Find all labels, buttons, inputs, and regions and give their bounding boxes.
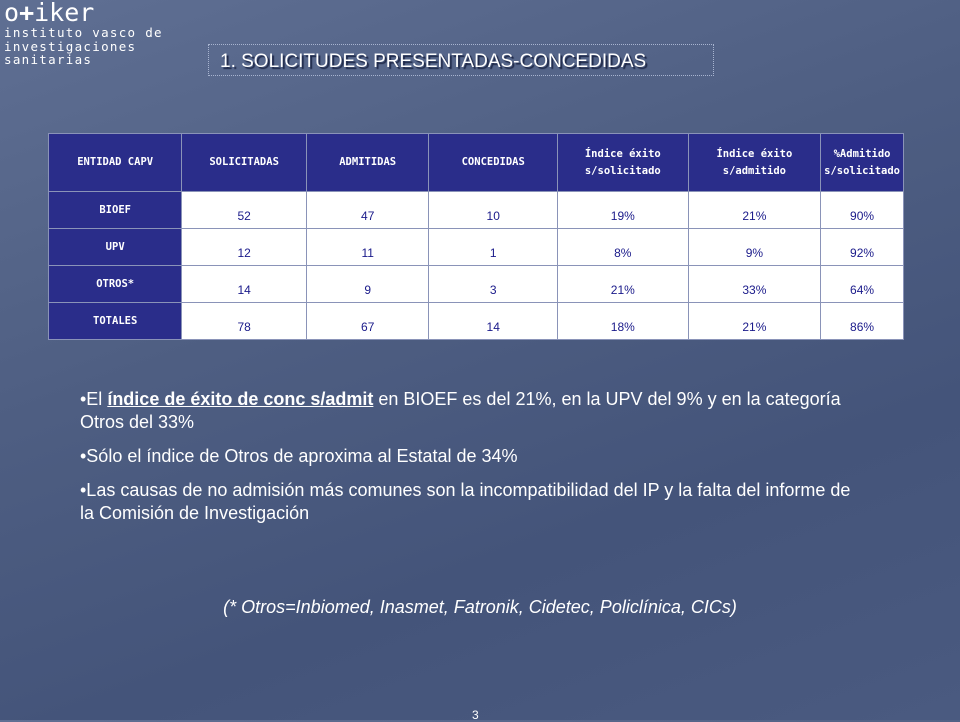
- logo-line-3: sanitarias: [4, 52, 93, 67]
- logo-wordmark: [4, 0, 163, 26]
- cell-solicitadas: 78: [182, 303, 307, 340]
- cell-indice-solicitado: 8%: [557, 229, 688, 266]
- header-entidad: ENTIDAD CAPV: [49, 134, 182, 192]
- cell-admitidas: 67: [306, 303, 429, 340]
- cell-admitido-solicitado: 86%: [821, 303, 904, 340]
- cell-indice-admitido: 9%: [688, 229, 821, 266]
- page-number: 3: [472, 708, 479, 722]
- cell-admitidas: 9: [306, 266, 429, 303]
- header-admitido-solicitado: %Admitido s/solicitado: [821, 134, 904, 192]
- cell-solicitadas: 52: [182, 192, 307, 229]
- cell-concedidas: 1: [429, 229, 558, 266]
- bullet-item-3: •Las causas de no admisión más comunes son la incompatibilidad del IP y la falta del informe de la Comisión de Investigación: [80, 480, 851, 523]
- cell-admitido-solicitado: 92%: [821, 229, 904, 266]
- bullet-1-emphasis: índice de éxito de conc s/admit: [107, 389, 374, 409]
- cell-admitido-solicitado: 64%: [821, 266, 904, 303]
- row-entity: TOTALES: [49, 303, 182, 340]
- row-entity: OTROS*: [49, 266, 182, 303]
- row-entity: BIOEF: [49, 192, 182, 229]
- cell-concedidas: 14: [429, 303, 558, 340]
- oiker-logo: [4, 0, 163, 67]
- cell-concedidas: 3: [429, 266, 558, 303]
- table-row: [49, 266, 904, 303]
- cell-indice-solicitado: 21%: [557, 266, 688, 303]
- table-header-row: [49, 134, 904, 192]
- bullet-1-rest: en BIOEF es del 21%, en la UPV del 9% y en la categoría Otros del 33%: [80, 389, 841, 432]
- cell-solicitadas: 14: [182, 266, 307, 303]
- cell-indice-admitido: 21%: [688, 192, 821, 229]
- header-indice-admitido: Índice éxito s/admitido: [688, 134, 821, 192]
- cell-solicitadas: 12: [182, 229, 307, 266]
- logo-line-2: investigaciones: [4, 38, 137, 54]
- logo-word-o: o: [4, 0, 20, 27]
- cell-admitidas: 47: [306, 192, 429, 229]
- bullet-item-1: [80, 388, 860, 434]
- header-indice-solicitado: Índice éxito s/solicitado: [557, 134, 688, 192]
- footnote: (* Otros=Inbiomed, Inasmet, Fatronik, Cidetec, Policlínica, CICs): [223, 597, 737, 617]
- logo-line-1: instituto vasco de: [4, 25, 163, 40]
- logo-plus: +: [19, 0, 35, 27]
- slide-title: 1. SOLICITUDES PRESENTADAS-CONCEDIDAS: [220, 51, 647, 72]
- slide-title-box: [208, 44, 714, 76]
- header-admitidas: ADMITIDAS: [306, 134, 429, 192]
- cell-indice-admitido: 33%: [688, 266, 821, 303]
- header-solicitadas: SOLICITADAS: [182, 134, 307, 192]
- bullet-1-prefix: •El: [80, 389, 108, 409]
- cell-indice-solicitado: 18%: [557, 303, 688, 340]
- logo-word-iker: iker: [34, 0, 95, 27]
- data-table: [48, 133, 904, 340]
- cell-admitidas: 11: [306, 229, 429, 266]
- bullet-item-2: •Sólo el índice de Otros de aproxima al Estatal de 34%: [80, 446, 518, 466]
- table-row: [49, 229, 904, 266]
- row-entity: UPV: [49, 229, 182, 266]
- header-concedidas: CONCEDIDAS: [429, 134, 558, 192]
- cell-admitido-solicitado: 90%: [821, 192, 904, 229]
- bullet-list: [80, 388, 860, 536]
- table-row-totales: [49, 303, 904, 340]
- cell-indice-solicitado: 19%: [557, 192, 688, 229]
- cell-indice-admitido: 21%: [688, 303, 821, 340]
- cell-concedidas: 10: [429, 192, 558, 229]
- table-row: [49, 192, 904, 229]
